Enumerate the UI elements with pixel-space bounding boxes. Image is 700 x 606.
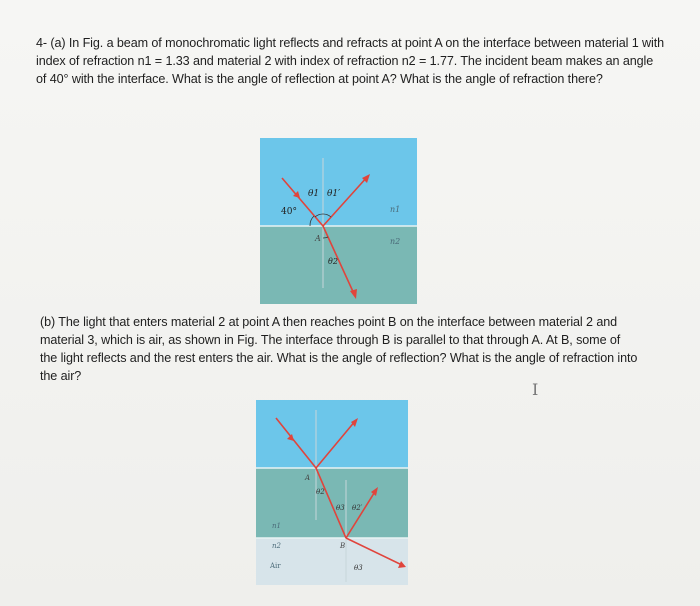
theta3-label: θ3 <box>336 504 345 512</box>
question-a-text: 4- (a) In Fig. a beam of monochromatic light reflects and refracts at point A on the interface between material 1 with index of refraction n1 = 1.33 and material 2 with index of refraction n2 = 1.77. The incident beam makes an angle of 40° with the interface. What is the angle of reflection at point A? What is the angle of refraction there? <box>36 36 665 86</box>
point-b-label: B <box>340 542 346 550</box>
theta1-prime-label: θ1′ <box>327 189 341 199</box>
figure-b <box>256 400 408 585</box>
point-a-label: A <box>315 234 321 243</box>
air-label: Air <box>270 562 281 570</box>
point-a-label: A <box>305 474 311 482</box>
n1-label: n1 <box>390 205 401 214</box>
theta2-label: θ2 <box>316 488 325 496</box>
figure-a <box>260 138 417 304</box>
n2-label: n2 <box>390 237 401 246</box>
theta-air-label: θ3 <box>354 564 363 572</box>
n1-label: n1 <box>272 522 281 530</box>
text-cursor-icon: I <box>532 380 539 399</box>
theta2-label: θ2 <box>328 257 338 266</box>
theta1-label: θ1 <box>308 189 320 199</box>
medium-1-region <box>256 400 408 468</box>
question-b-text: (b) The light that enters material 2 at point A then reaches point B on the interface between material 2 and material 3, which is air, as shown in Fig. The interface through B is parallel to that through A. At B, some of the light reflects and the rest enters the air. What is the angle of reflection? What is the angle of refraction into the air? <box>40 315 638 383</box>
angle-40-label: 40° <box>281 207 297 217</box>
theta2-prime-label: θ2′ <box>352 504 363 512</box>
n2-label: n2 <box>272 542 281 550</box>
